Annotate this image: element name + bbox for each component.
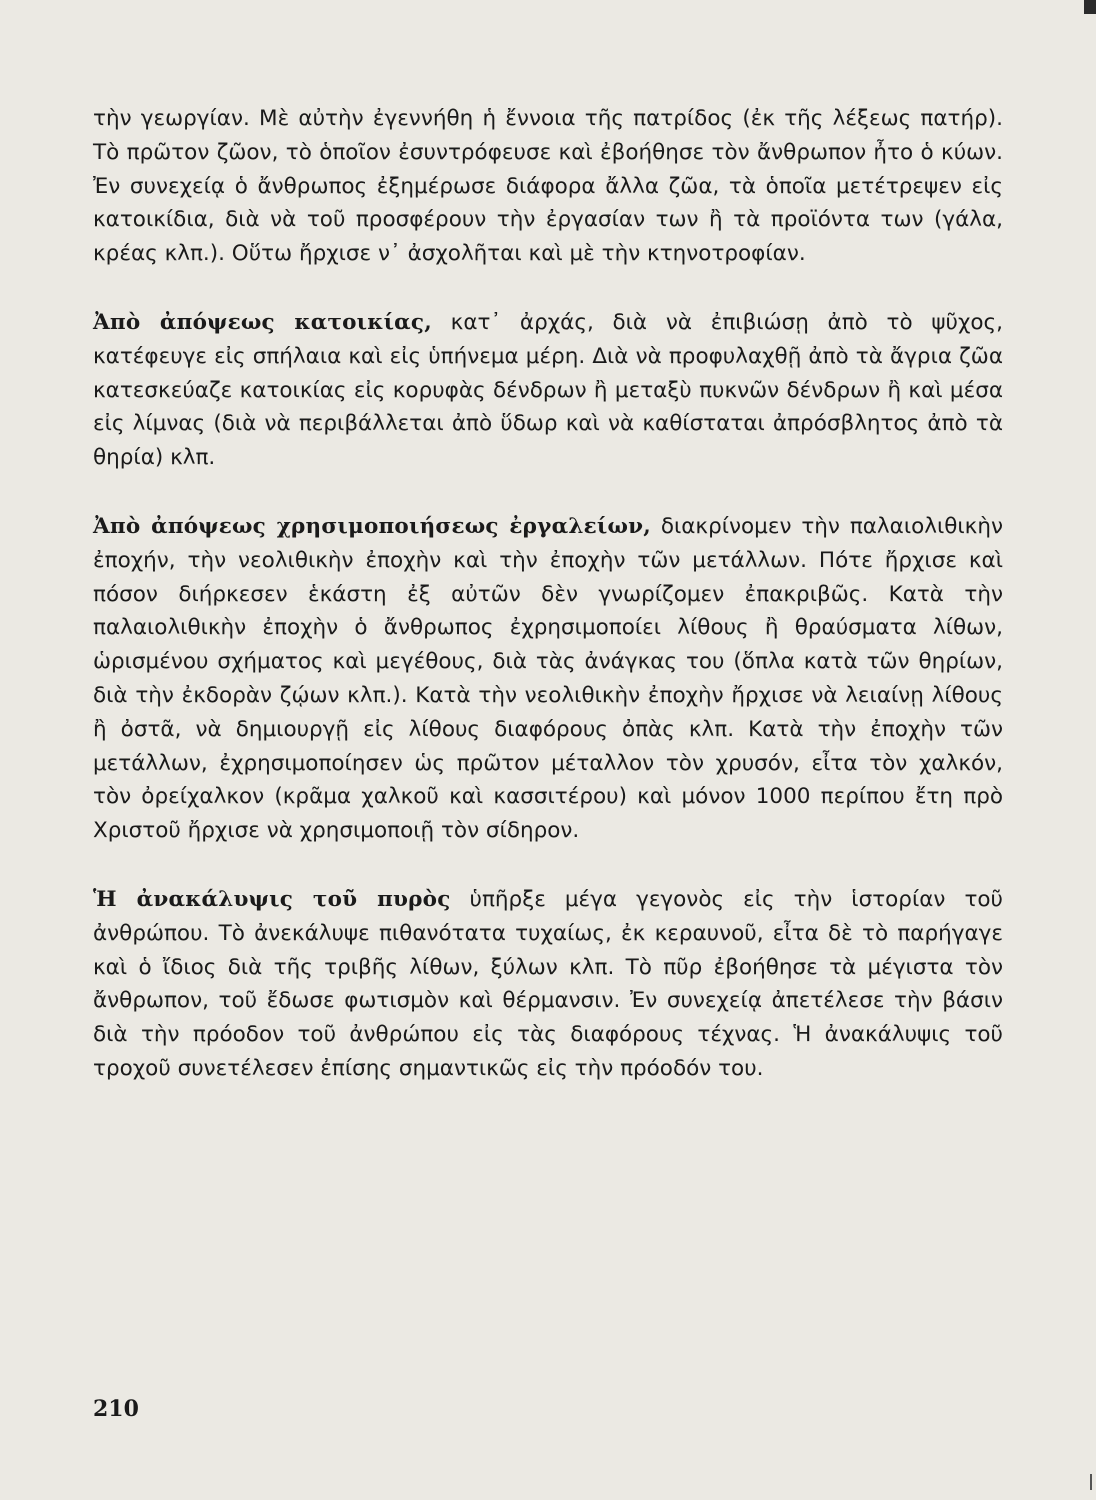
scan-edge-mark xyxy=(1084,0,1096,14)
paragraph-fire xyxy=(93,883,1003,1086)
page-number: 210 xyxy=(93,1396,139,1422)
paragraph-text: διακρίνομεν τὴν παλαιολιθικὴν ἐποχήν, τὴν νεολιθικὴν ἐποχὴν καὶ τὴν ἐποχὴν τῶν μετάλλων. Πότε ἤρχισε καὶ πόσον διήρκεσεν ἑκάστη ἐξ αὐτῶν δὲν γνωρίζομεν ἐπακριβῶς. Κατὰ τὴν παλαιολιθικὴν ἐποχὴν ὁ ἄνθρωπος ἐχρησιμοποίει λίθους ἢ θραύσματα λίθων, ὡρισμένου σχήματος καὶ μεγέθους, διὰ τὰς ἀνάγκας του (ὅπλα κατὰ τῶν θηρίων, διὰ τὴν ἐκδορὰν ζῴων κλπ.). Κατὰ τὴν νεολιθικὴν ἐποχὴν ἤρχισε νὰ λειαίνῃ λίθους ἢ ὀστᾶ, νὰ δημιουργῇ εἰς λίθους διαφόρους ὀπὰς κλπ. Κατὰ τὴν ἐποχὴν τῶν μετάλλων, ἐχρησιμοποίησεν ὡς πρῶτον μέταλλον τὸν χρυσόν, εἶτα τὸν χαλκόν, τὸν ὀρείχαλκον (κρᾶμα χαλκοῦ καὶ κασσιτέρου) καὶ μόνον 1000 περίπου ἔτη πρὸ Χριστοῦ ἤρχισε νὰ χρησιμοποιῇ τὸν σίδηρον. xyxy=(93,513,1003,844)
paragraph-heading: Ἀπὸ ἀπόψεως κατοικίας, xyxy=(93,309,432,335)
scan-edge-mark-bottom xyxy=(1090,1474,1092,1490)
paragraph-tools xyxy=(93,510,1003,848)
paragraph-text: κατ᾿ ἀρχάς, διὰ νὰ ἐπιβιώσῃ ἀπὸ τὸ ψῦχος, κατέφευγε εἰς σπήλαια καὶ εἰς ὑπήνεμα μέρη. Διὰ νὰ προφυλαχθῇ ἀπὸ τὰ ἄγρια ζῶα κατεσκεύαζε κατοικίας εἰς κορυφὰς δένδρων ἢ μεταξὺ πυκνῶν δένδρων ἢ καὶ μέσα εἰς λίμνας (διὰ νὰ περιβάλλεται ἀπὸ ὕδωρ καὶ νὰ καθίσταται ἀπρόσβλητος ἀπὸ τὰ θηρία) κλπ. xyxy=(93,309,1004,471)
paragraph-heading: Ἀπὸ ἀπόψεως χρησιμοποιήσεως ἐργαλείων, xyxy=(93,513,651,539)
paragraph-heading: Ἡ ἀνακάλυψις τοῦ πυρὸς xyxy=(93,886,451,912)
body-text xyxy=(93,102,1003,1086)
paragraph-text: ὑπῆρξε μέγα γεγονὸς εἰς τὴν ἱστορίαν τοῦ ἀνθρώπου. Τὸ ἀνεκάλυψε πιθανότατα τυχαίως, ἐκ κεραυνοῦ, εἶτα δὲ τὸ παρήγαγε καὶ ὁ ἴδιος διὰ τῆς τριβῆς λίθων, ξύλων κλπ. Τὸ πῦρ ἐβοήθησε τὰ μέγιστα τὸν ἄνθρωπον, τοῦ ἔδωσε φωτισμὸν καὶ θέρμανσιν. Ἐν συνεχείᾳ ἀπετέλεσε τὴν βάσιν διὰ τὴν πρόοδον τοῦ ἀνθρώπου εἰς τὰς διαφόρους τέχνας. Ἡ ἀνακάλυψις τοῦ τροχοῦ συνετέλεσεν ἐπίσης σημαντικῶς εἰς τὴν πρόοδόν του. xyxy=(93,886,1003,1081)
paragraph-dwelling xyxy=(93,306,1003,475)
paragraph-text: τὴν γεωργίαν. Μὲ αὐτὴν ἐγεννήθη ἡ ἔννοια τῆς πατρίδος (ἐκ τῆς λέξεως πατήρ). Τὸ πρῶτον ζῶον, τὸ ὁποῖον ἐσυντρόφευσε καὶ ἐβοήθησε τὸν ἄνθρωπον ἦτο ὁ κύων. Ἐν συνεχείᾳ ὁ ἄνθρωπος ἐξημέρωσε διάφορα ἄλλα ζῶα, τὰ ὁποῖα μετέτρεψεν εἰς κατοικίδια, διὰ νὰ τοῦ προσφέρουν τὴν ἐργασίαν των ἢ τὰ προϊόντα των (γάλα, κρέας κλπ.). Οὕτω ἤρχισε ν᾿ ἀσχολῆται καὶ μὲ τὴν κτηνοτροφίαν. xyxy=(93,106,1003,267)
paragraph-agriculture xyxy=(93,102,1003,271)
